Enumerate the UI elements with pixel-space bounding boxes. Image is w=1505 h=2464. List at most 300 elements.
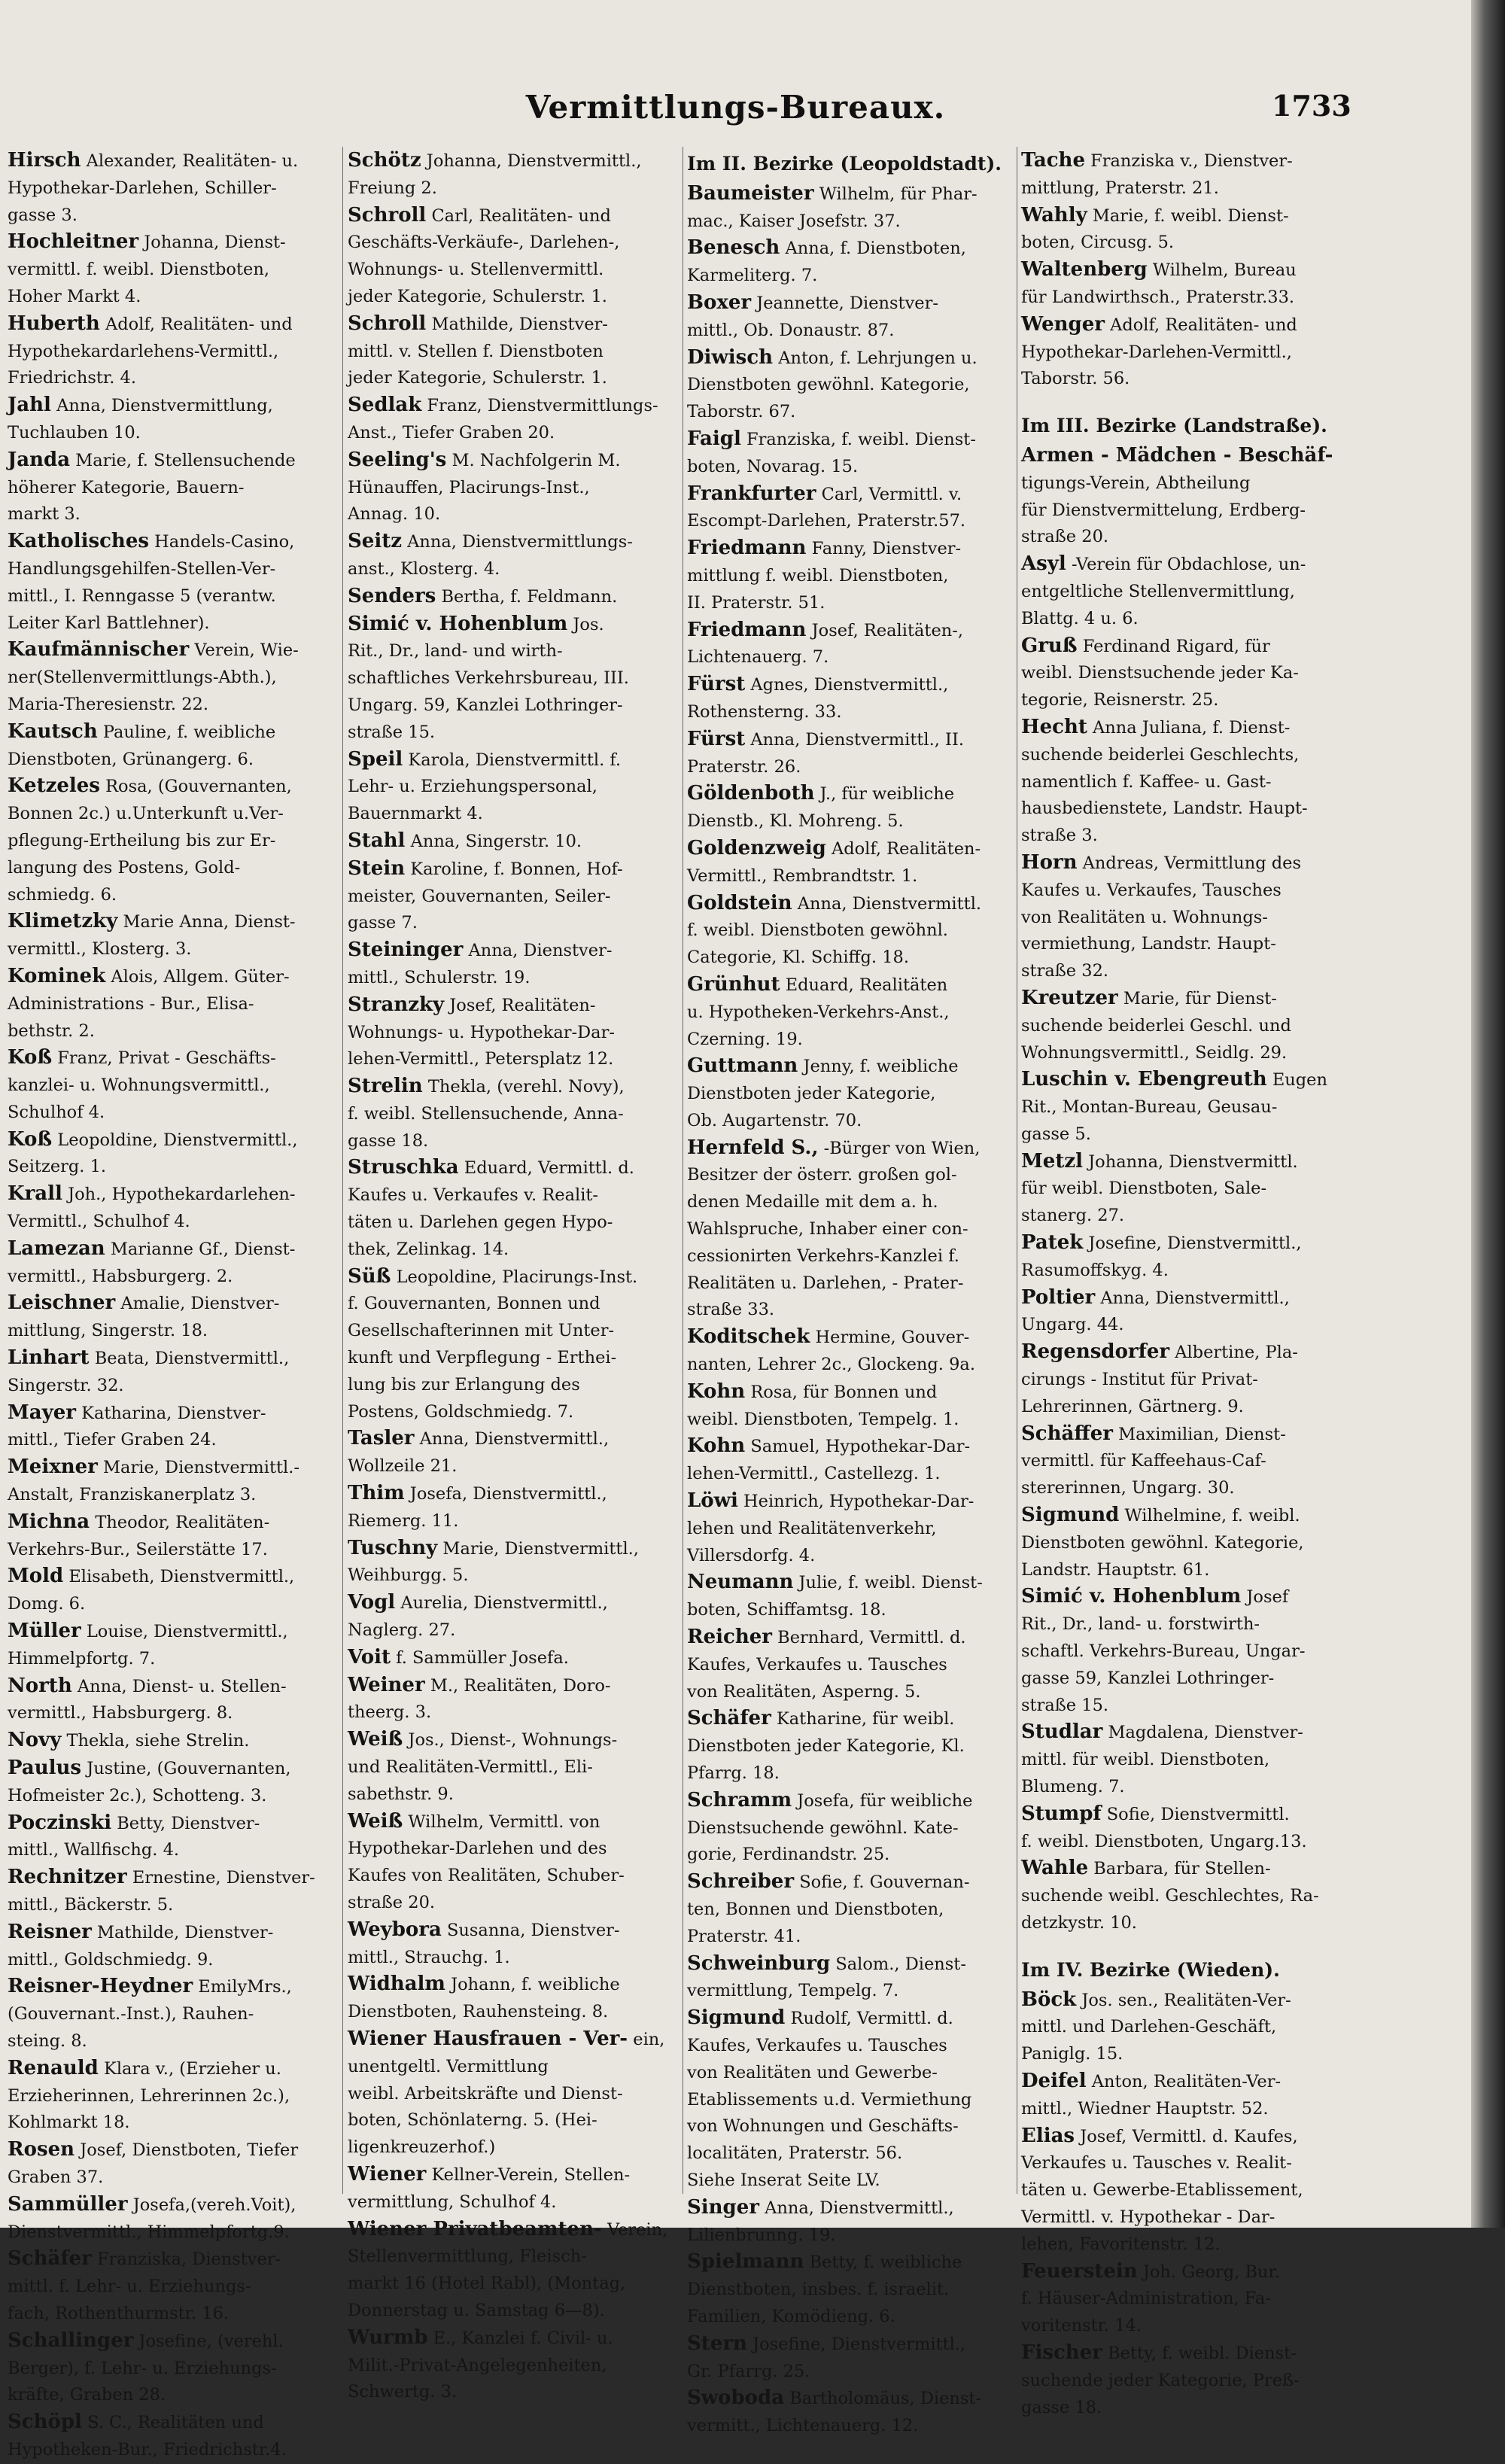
entry-line: Bernhard, Vermittl. d. xyxy=(777,1628,966,1648)
entry-line: Anna, Dienstvermittl., xyxy=(1100,1288,1290,1308)
entry-line: Maria-Theresienstr. 22. xyxy=(8,694,209,714)
entry-line: vermittl., Habsburgerg. 8. xyxy=(8,1703,233,1723)
directory-entry xyxy=(348,1971,679,2026)
entry-line: Etablissements u.d. Vermiethung xyxy=(687,2089,972,2110)
entry-name: Schramm xyxy=(687,1788,792,1811)
entry-name: Ketzeles xyxy=(8,774,100,798)
directory-entry xyxy=(687,426,1020,481)
directory-entry xyxy=(8,2137,339,2192)
directory-entry xyxy=(687,1951,1020,2006)
entry-line: Barbara, für Stellen- xyxy=(1093,1859,1271,1879)
directory-entry xyxy=(348,747,679,828)
entry-line: Rothensterng. 33. xyxy=(687,701,842,722)
entry-name: Hirsch xyxy=(8,149,81,172)
entry-line: Postens, Goldschmiedg. 7. xyxy=(348,1401,574,1422)
entry-line: straße 20. xyxy=(348,1893,436,1912)
entry-name: Reisner xyxy=(8,1920,92,1943)
entry-line: Kaufes, Verkaufes u. Tausches xyxy=(687,2035,947,2055)
entry-line: suchende beiderlei Geschlechts, xyxy=(1021,744,1300,765)
entry-line: boten, Circusg. 5. xyxy=(1021,233,1175,253)
entry-line: Albertine, Pla- xyxy=(1175,1343,1298,1363)
directory-entry xyxy=(1021,551,1360,632)
entry-name: Reicher xyxy=(687,1626,773,1649)
entry-line: Karola, Dienstvermittl. f. xyxy=(408,750,622,770)
entry-line: Joh., Hypothekardarlehen- xyxy=(68,1185,296,1205)
entry-line: Bartholomäus, Dienst- xyxy=(789,2389,982,2409)
entry-line: Lichtenauerg. 7. xyxy=(687,647,829,668)
directory-entry xyxy=(1021,1502,1360,1583)
entry-name: Mold xyxy=(8,1565,64,1588)
entry-line: Kellner-Verein, Stellen- xyxy=(431,2164,631,2185)
entry-line: denen Medaille mit dem a. h. xyxy=(687,1192,938,1212)
entry-line: Praterstr. 26. xyxy=(687,756,801,777)
directory-entry xyxy=(1021,2259,1360,2340)
entry-line: Graben 37. xyxy=(8,2167,104,2187)
entry-line: Friedrichstr. 4. xyxy=(8,368,136,388)
directory-entry xyxy=(348,1425,679,1480)
entry-line: Hypothekar-Darlehen und des xyxy=(348,1839,607,1859)
entry-line: Katharina, Dienstver- xyxy=(81,1403,266,1423)
entry-line: lehen-Vermittl., Petersplatz 12. xyxy=(348,1049,614,1069)
directory-entry xyxy=(8,719,339,774)
entry-name: Weiß xyxy=(348,1809,403,1833)
entry-line: straße 15. xyxy=(348,722,436,742)
entry-line: Josefine, Dienstvermittl., xyxy=(1088,1234,1302,1254)
entry-line: markt 3. xyxy=(8,504,81,525)
entry-name: Süß xyxy=(348,1264,391,1288)
page-title: Vermittlungs-Bureaux. xyxy=(525,89,946,126)
entry-line: mittl. v. Stellen f. Dienstboten xyxy=(348,341,604,361)
directory-entry xyxy=(1021,1066,1360,1148)
entry-line: Lehr- u. Erziehungspersonal, xyxy=(348,777,597,797)
entry-line: Beata, Dienstvermittl., xyxy=(94,1349,290,1369)
directory-entry xyxy=(348,1535,679,1590)
entry-name: Boxer xyxy=(687,291,752,314)
entry-line: Aurelia, Dienstvermittl., xyxy=(400,1593,608,1614)
entry-line: Julie, f. weibl. Dienst- xyxy=(798,1573,983,1593)
entry-line: Landstr. Hauptstr. 61. xyxy=(1021,1559,1210,1580)
directory-entry xyxy=(8,1810,339,1865)
entry-line: Heinrich, Hypothekar-Dar- xyxy=(743,1492,974,1512)
entry-line: Jeannette, Dienstver- xyxy=(756,293,938,313)
entry-line: Freiung 2. xyxy=(348,178,437,198)
entry-name: Huberth xyxy=(8,312,100,335)
directory-entry xyxy=(348,2325,679,2406)
directory-entry xyxy=(8,1454,339,1509)
entry-name: Struschka xyxy=(348,1156,459,1179)
directory-entry xyxy=(348,1154,679,1263)
entry-line: Anna, Dienstvermittlungs- xyxy=(407,532,633,552)
entry-line: täten u. Gewerbe-Etablissement, xyxy=(1021,2180,1303,2201)
entry-name: Asyl xyxy=(1021,552,1066,576)
directory-entry xyxy=(687,1053,1020,1134)
entry-line: Josef, Dienstboten, Tiefer xyxy=(80,2140,299,2161)
entry-name: Metzl xyxy=(1021,1149,1083,1173)
directory-entry xyxy=(8,963,339,1045)
entry-line: straße 3. xyxy=(1021,826,1098,846)
entry-line: -Verein für Obdachlose, un- xyxy=(1071,555,1306,575)
entry-line: Josef, Vermittl. d. Kaufes, xyxy=(1080,2126,1298,2146)
entry-line: Wohnungs- u. Stellenvermittl. xyxy=(348,260,604,280)
entry-line: mittl. f. Lehr- u. Erziehungs- xyxy=(8,2277,251,2297)
entry-line: Hypotheken-Bur., Friedrichstr.4. xyxy=(8,2439,287,2459)
entry-line: Wilhelm, Vermittl. von xyxy=(408,1811,600,1832)
entry-line: Katharine, für weibl. xyxy=(776,1709,955,1729)
entry-line: Josef, Realitäten- xyxy=(449,995,596,1015)
entry-line: Riemerg. 11. xyxy=(348,1510,459,1531)
entry-line: Amalie, Dienstver- xyxy=(120,1294,280,1314)
entry-line: Dienstboten, insbes. f. israelit. xyxy=(687,2280,950,2300)
directory-entry xyxy=(348,1672,679,1727)
entry-name: Sigmund xyxy=(1021,1504,1120,1527)
entry-line: Dienstvermittl., Himmelpfortg.9. xyxy=(8,2222,290,2242)
entry-line: Carl, Realitäten- und xyxy=(431,205,611,226)
entry-line: Hofmeister 2c.), Schotteng. 3. xyxy=(8,1785,267,1805)
entry-line: ner(Stellenvermittlungs-Abth.), xyxy=(8,668,277,688)
directory-entry xyxy=(1021,985,1360,1066)
directory-entry xyxy=(348,583,679,611)
entry-line: Mathilde, Dienstver- xyxy=(431,314,608,334)
entry-line: vermiethung, Landstr. Haupt- xyxy=(1021,934,1276,954)
directory-entry xyxy=(8,2192,339,2246)
directory-entry xyxy=(8,1864,339,1919)
directory-entry xyxy=(8,637,339,718)
entry-line: für Landwirthsch., Praterstr.33. xyxy=(1021,287,1295,307)
entry-line: Marie Anna, Dienst- xyxy=(123,912,296,932)
entry-line: höherer Kategorie, Bauern- xyxy=(8,477,245,497)
entry-name: Luschin v. Ebengreuth xyxy=(1021,1068,1267,1091)
entry-line: Jos. sen., Realitäten-Ver- xyxy=(1081,1990,1291,2010)
entry-name: Kautsch xyxy=(8,719,98,743)
directory-entry xyxy=(687,235,1020,290)
entry-name: Fischer xyxy=(1021,2341,1102,2364)
entry-line: Wilhelm, Bureau xyxy=(1152,260,1297,281)
entry-name: Tuschny xyxy=(348,1536,438,1559)
entry-line: entgeltliche Stellenvermittlung, xyxy=(1021,581,1295,601)
entry-line: Thekla, (verehl. Novy), xyxy=(427,1077,625,1097)
entry-line: Anna, Dienstvermittl., xyxy=(419,1429,610,1450)
entry-line: Paniglg. 15. xyxy=(1021,2044,1123,2064)
entry-line: Verkaufes u. Tausches v. Realit- xyxy=(1021,2153,1292,2173)
entry-line: Franziska v., Dienstver- xyxy=(1090,151,1293,171)
entry-name: Schäfer xyxy=(687,1707,771,1730)
entry-line: ligenkreuzerhof.) xyxy=(348,2137,496,2158)
entry-line: von Realitäten, Asperng. 5. xyxy=(687,1681,921,1702)
entry-line: Johanna, Dienstvermittl. xyxy=(1088,1151,1298,1172)
entry-name: Sigmund xyxy=(687,2006,786,2030)
entry-line: Bauernmarkt 4. xyxy=(348,804,483,824)
directory-entry xyxy=(348,992,679,1073)
entry-name: Koß xyxy=(8,1046,53,1069)
entry-line: Wohnungsvermittl., Seidlg. 29. xyxy=(1021,1042,1288,1063)
entry-line: Jos. xyxy=(573,614,604,634)
directory-entry xyxy=(348,1808,679,1917)
directory-entry xyxy=(348,828,679,856)
entry-line: Milit.-Privat-Angelegenheiten, xyxy=(348,2355,607,2375)
entry-name: Spielmann xyxy=(687,2250,804,2274)
directory-entry xyxy=(687,1433,1020,1488)
entry-name: Stern xyxy=(687,2332,747,2355)
directory-entry xyxy=(8,1127,339,1182)
entry-name: Schweinburg xyxy=(687,1951,831,1975)
entry-line: Himmelpfortg. 7. xyxy=(8,1648,156,1669)
entry-line: von Realitäten und Gewerbe- xyxy=(687,2062,938,2082)
entry-line: Dienstboten jeder Kategorie, xyxy=(687,1084,936,1104)
entry-line: Singerstr. 32. xyxy=(8,1375,124,1395)
entry-name: Weybora xyxy=(348,1918,442,1941)
entry-line: Anna, Dienstver- xyxy=(468,941,613,961)
entry-name: Wiener Hausfrauen - Ver- xyxy=(348,2027,628,2050)
entry-name: Stein xyxy=(348,856,406,880)
directory-entry xyxy=(8,1919,339,1974)
entry-line: Anna, Dienstvermittl. xyxy=(797,893,982,914)
entry-line: vermittlung, Tempelg. 7. xyxy=(687,1981,899,2001)
entry-line: Dienstboten gewöhnl. Kategorie, xyxy=(1021,1532,1304,1553)
entry-line: Joh. Georg, Bur. xyxy=(1142,2262,1280,2282)
entry-line: Ob. Augartenstr. 70. xyxy=(687,1110,862,1130)
entry-name: Thim xyxy=(348,1482,405,1505)
directory-entry xyxy=(348,1917,679,1972)
entry-line: Josefa,(vereh.Voit), xyxy=(132,2195,296,2215)
entry-line: Villersdorfg. 4. xyxy=(687,1545,816,1565)
directory-entry xyxy=(687,2385,1020,2440)
entry-line: namentlich f. Kaffee- u. Gast- xyxy=(1021,771,1272,792)
entry-name: Patek xyxy=(1021,1231,1084,1255)
entry-name: Michna xyxy=(8,1510,90,1533)
directory-entry xyxy=(687,481,1020,536)
entry-line: Alexander, Realitäten- u. xyxy=(86,151,299,171)
entry-name: Wurmb xyxy=(348,2326,428,2349)
entry-name: Reisner-Heydner xyxy=(8,1975,193,1998)
directory-entry xyxy=(348,1726,679,1808)
directory-entry xyxy=(8,1727,339,1755)
entry-line: Rit., Dr., land- u. forstwirth- xyxy=(1021,1614,1260,1635)
entry-name: Studlar xyxy=(1021,1720,1103,1744)
entry-line: f. Gouvernanten, Bonnen und xyxy=(348,1294,600,1314)
directory-entry xyxy=(8,773,339,908)
entry-line: lehen, Favoritenstr. 12. xyxy=(1021,2234,1221,2254)
entry-line: Czerning. 19. xyxy=(687,1029,803,1049)
entry-name: Fürst xyxy=(687,673,746,696)
entry-line: Adolf, Realitäten- xyxy=(831,838,981,859)
directory-entry xyxy=(687,780,1020,835)
directory-entry xyxy=(687,726,1020,781)
entry-name: Vogl xyxy=(348,1591,396,1614)
entry-name: Koß xyxy=(8,1127,53,1151)
entry-line: Samuel, Hypothekar-Dar- xyxy=(750,1437,971,1457)
entry-name: Schöpl xyxy=(8,2411,82,2434)
entry-line: boten, Schiffamtsg. 18. xyxy=(687,1600,886,1620)
entry-line: Marie, f. Stellensuchende xyxy=(75,450,296,470)
directory-entry xyxy=(8,392,339,447)
entry-line: und Realitäten-Vermittl., Eli- xyxy=(348,1757,593,1778)
entry-name: Elias xyxy=(1021,2124,1075,2147)
entry-line: vermittl., Klosterg. 3. xyxy=(8,939,192,960)
entry-name: Diwisch xyxy=(687,345,774,369)
entry-line: mittlung, Singerstr. 18. xyxy=(8,1321,208,1341)
entry-line: Magdalena, Dienstver- xyxy=(1108,1723,1303,1743)
directory-entry xyxy=(1021,1855,1360,1936)
entry-line: Marie, f. weibl. Dienst- xyxy=(1092,205,1289,226)
entry-line: kanzlei- u. Wohnungsvermittl., xyxy=(8,1075,270,1096)
entry-line: Wilhelmine, f. weibl. xyxy=(1124,1506,1300,1526)
entry-line: Eugen xyxy=(1272,1070,1327,1091)
entry-line: Agnes, Dienstvermittl., xyxy=(750,675,949,695)
entry-line: Dienstsuchende gewöhnl. Kate- xyxy=(687,1818,959,1838)
entry-line: Josefine, Dienstvermittl., xyxy=(752,2334,966,2354)
entry-line: cirungs - Institut für Privat- xyxy=(1021,1370,1258,1390)
entry-name: Paulus xyxy=(8,1757,82,1780)
entry-line: tegorie, Reisnerstr. 25. xyxy=(1021,690,1219,710)
entry-line: Gesellschafterinnen mit Unter- xyxy=(348,1321,615,1341)
entry-line: Blattg. 4 u. 6. xyxy=(1021,608,1139,628)
entry-line: Eduard, Realitäten xyxy=(785,975,948,995)
directory-entry xyxy=(1021,1148,1360,1230)
entry-line: Kaufes, Verkaufes u. Tausches xyxy=(687,1654,947,1675)
entry-line: Wilhelm, für Phar- xyxy=(819,184,977,204)
entry-name: Löwi xyxy=(687,1489,738,1513)
entry-line: Karoline, f. Bonnen, Hof- xyxy=(410,859,623,879)
entry-line: Leiter Karl Battlehner). xyxy=(8,613,210,633)
entry-line: Pfarrg. 18. xyxy=(687,1763,780,1784)
entry-line: Hypothekar-Darlehen, Schiller- xyxy=(8,178,277,198)
entry-line: mittl., Ob. Donaustr. 87. xyxy=(687,320,895,340)
entry-line: von Wohnungen und Geschäfts- xyxy=(687,2116,959,2137)
entry-line: Marie, für Dienst- xyxy=(1123,988,1277,1008)
entry-name: Jahl xyxy=(8,394,51,417)
entry-line: Marie, Dienstvermittl.- xyxy=(103,1458,300,1478)
entry-name: Hochleitner xyxy=(8,230,139,254)
section-spacer xyxy=(1021,1937,1360,1954)
entry-name: Hernfeld S., xyxy=(687,1136,819,1159)
entry-line: fach, Rothenthurmstr. 16. xyxy=(8,2303,230,2323)
entry-line: mac., Kaiser Josefstr. 37. xyxy=(687,211,901,231)
directory-entry xyxy=(1021,2068,1360,2123)
entry-line: E., Kanzlei f. Civil- u. xyxy=(433,2328,613,2348)
entry-line: Anton, f. Lehrjungen u. xyxy=(778,348,977,368)
entry-name: Schroll xyxy=(348,312,427,335)
directory-column-4 xyxy=(1021,148,1360,2417)
entry-line: ein, unentgeltl. Vermittlung xyxy=(348,2029,665,2076)
entry-line: schmiedg. 6. xyxy=(8,884,117,905)
entry-line: lehen und Realitätenverkehr, xyxy=(687,1518,937,1538)
entry-line: Verkehrs-Bur., Seilerstätte 17. xyxy=(8,1539,268,1559)
directory-entry xyxy=(8,2055,339,2137)
entry-name: Kreutzer xyxy=(1021,986,1118,1009)
entry-line: Betty, Dienstver- xyxy=(117,1813,260,1833)
entry-line: gasse 18. xyxy=(348,1130,429,1151)
entry-line: Erzieherinnen, Lehrerinnen 2c.), xyxy=(8,2085,290,2106)
entry-name: Krall xyxy=(8,1182,62,1206)
entry-name: Katholisches xyxy=(8,530,150,553)
directory-entry xyxy=(8,1673,339,1728)
entry-name: Feuerstein xyxy=(1021,2259,1138,2283)
entry-line: Rit., Dr., land- und wirth- xyxy=(348,641,563,662)
entry-name: Poltier xyxy=(1021,1285,1096,1309)
entry-line: localitäten, Praterstr. 56. xyxy=(687,2143,903,2164)
entry-line: für weibl. Dienstboten, Sale- xyxy=(1021,1179,1267,1199)
entry-name: Seeling's xyxy=(348,448,447,471)
directory-entry xyxy=(348,611,679,747)
entry-name: Friedmann xyxy=(687,537,807,560)
directory-entry xyxy=(1021,1719,1360,1800)
entry-line: Carl, Vermittl. v. xyxy=(821,484,962,504)
entry-name: Janda xyxy=(8,448,71,471)
entry-line: Theodor, Realitäten- xyxy=(95,1512,270,1532)
entry-line: Anna, Dienstvermittl., xyxy=(765,2198,954,2218)
entry-line: Vermittl. v. Hypothekar - Dar- xyxy=(1021,2207,1275,2227)
directory-entry xyxy=(1021,312,1360,393)
entry-line: S. C., Realitäten und xyxy=(87,2413,264,2433)
entry-line: Josefine, (verehl. xyxy=(138,2331,284,2351)
directory-entry xyxy=(348,2216,679,2325)
entry-line: Johanna, Dienst- xyxy=(144,233,286,253)
entry-line: Thekla, siehe Strelin. xyxy=(66,1731,250,1751)
directory-entry xyxy=(348,447,679,528)
directory-entry xyxy=(687,890,1020,972)
entry-line: weibl. Dienstsuchende jeder Ka- xyxy=(1021,663,1299,683)
directory-entry xyxy=(687,671,1020,726)
directory-entry xyxy=(348,1644,679,1672)
entry-line: Fanny, Dienstver- xyxy=(811,539,962,559)
entry-line: Leopoldine, Dienstvermittl., xyxy=(57,1130,298,1150)
entry-line: Betty, f. weibliche xyxy=(809,2253,962,2273)
directory-entry xyxy=(348,856,679,937)
entry-line: f. weibl. Dienstboten, Ungarg.13. xyxy=(1021,1831,1307,1851)
directory-entry xyxy=(687,2331,1020,2386)
directory-entry xyxy=(348,1264,679,1426)
entry-line: Betty, f. weibl. Dienst- xyxy=(1108,2343,1297,2363)
directory-entry xyxy=(1021,148,1360,202)
entry-line: tigungs-Verein, Abtheilung xyxy=(1021,473,1251,493)
entry-line: Elisabeth, Dienstvermittl., xyxy=(68,1567,295,1587)
directory-entry xyxy=(8,1236,339,1291)
entry-line: Weihburgg. 5. xyxy=(348,1565,469,1586)
entry-line: Karmeliterg. 7. xyxy=(687,266,818,286)
entry-line: steing. 8. xyxy=(8,2031,87,2051)
entry-line: (Gouvernant.-Inst.), Rauhen- xyxy=(8,2004,254,2024)
entry-line: Rit., Montan-Bureau, Geusau- xyxy=(1021,1097,1278,1118)
entry-line: Salom., Dienst- xyxy=(835,1954,966,1974)
entry-line: Josefa, für weibliche xyxy=(797,1790,973,1811)
entry-line: lehen-Vermittl., Castellezg. 1. xyxy=(687,1464,941,1484)
directory-entry xyxy=(348,202,679,311)
entry-line: EmilyMrs., xyxy=(198,1977,292,1997)
directory-entry xyxy=(687,181,1020,236)
entry-line: gasse 5. xyxy=(1021,1124,1091,1144)
entry-line: mittl., Strauchg. 1. xyxy=(348,1947,510,1967)
entry-line: Bonnen 2c.) u.Unterkunft u.Ver- xyxy=(8,804,284,824)
entry-name: Leischner xyxy=(8,1291,116,1315)
directory-entry xyxy=(1021,202,1360,257)
entry-line: Pauline, f. weibliche xyxy=(102,722,276,742)
entry-line: Anstalt, Franziskanerplatz 3. xyxy=(8,1485,257,1505)
entry-name: Mayer xyxy=(8,1401,76,1424)
section-spacer xyxy=(1021,393,1360,409)
entry-line: Verein, Wie- xyxy=(194,640,299,661)
entry-name: Waltenberg xyxy=(1021,258,1148,281)
entry-name: Kohn xyxy=(687,1434,746,1458)
entry-name: Guttmann xyxy=(687,1054,798,1078)
entry-line: straße 20. xyxy=(1021,527,1109,547)
entry-line: detzkystr. 10. xyxy=(1021,1913,1137,1933)
entry-name: Wiener Privatbeamten- xyxy=(348,2217,602,2240)
entry-line: mittl., Schulerstr. 19. xyxy=(348,967,531,987)
entry-line: suchende beiderlei Geschl. und xyxy=(1021,1015,1291,1036)
entry-line: Administrations - Bur., Elisa- xyxy=(8,993,254,1014)
district-heading: Im IV. Bezirke (Wieden). xyxy=(1021,1958,1280,1981)
directory-entry xyxy=(1021,443,1360,551)
